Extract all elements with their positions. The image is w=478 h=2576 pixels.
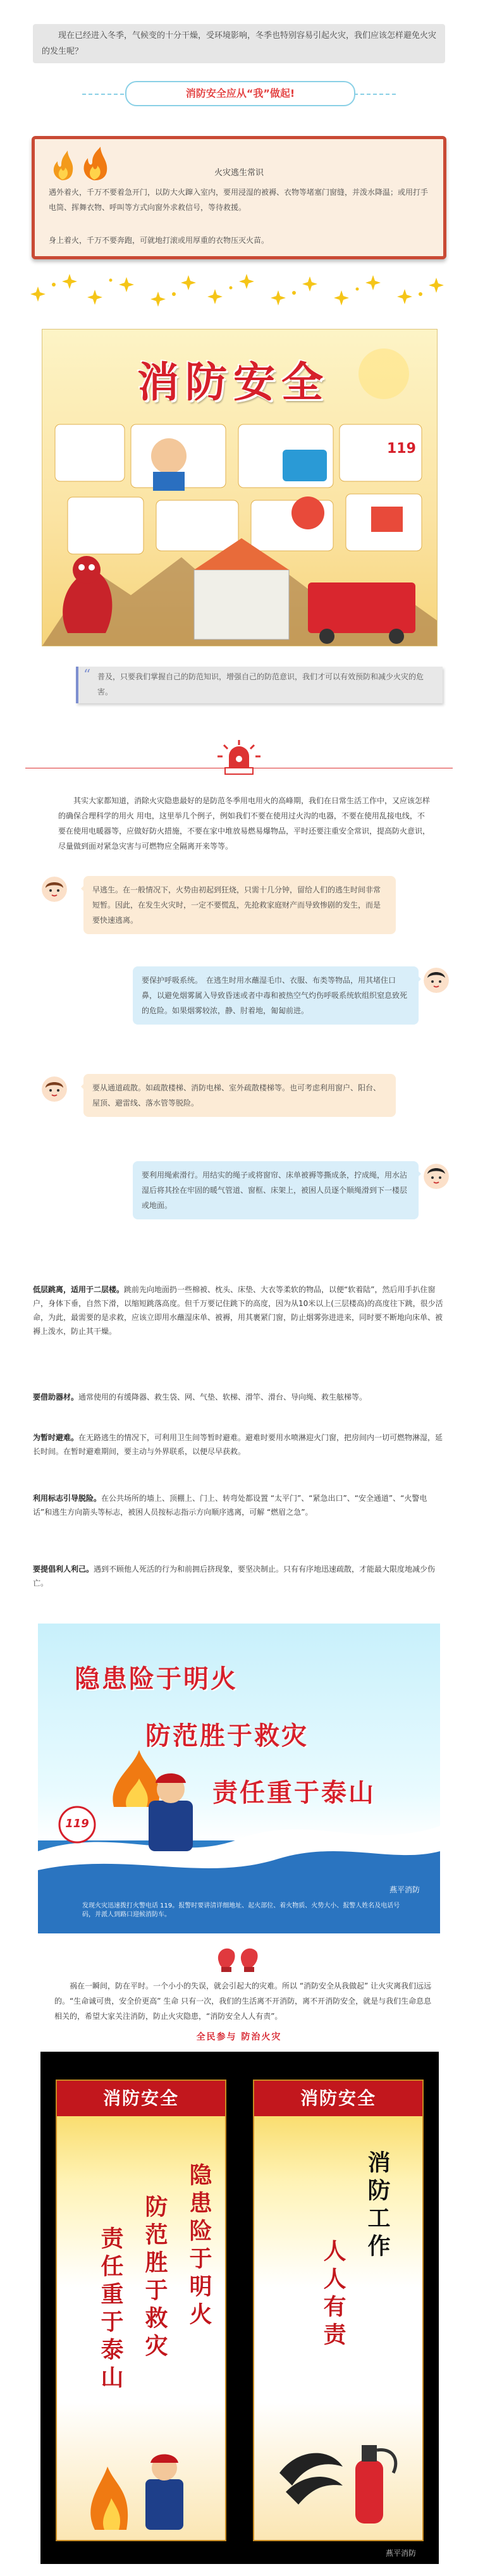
chat-bubble-2 — [133, 966, 419, 1025]
section-banner — [0, 75, 478, 113]
quote-text: 普及，只要我们掌握自己的防范知识，增强自己的防范意识，我们才可以有效预防和减少火灾的危害。 — [97, 672, 424, 696]
poster3-right-head: 消防安全 — [254, 2081, 422, 2116]
chat-text-4: 要利用绳索滑行。用结实的绳子或将窗帘、床单被褥等撕成条，拧成绳，用水沾湿后将其拴在牢固的暖气管道、窗框、床架上，被困人员逐个顺绳滑到下一楼层或地面。 — [142, 1171, 408, 1210]
rule-head-1: 低层跳离，适用于二层楼。 — [33, 1285, 125, 1294]
quote-mark-icon: “ — [83, 667, 91, 683]
chat-bubble-1 — [83, 876, 396, 934]
poster3-right-col-1: 消防工作 — [364, 2150, 391, 2262]
poster2-slogan-3: 责任重于泰山 — [212, 1778, 376, 1808]
stars-decoration — [25, 269, 453, 313]
flame-icons — [46, 145, 122, 183]
closing-subtitle: 全民参与 防治火灾 — [196, 2032, 282, 2042]
fire-extinguisher-icon — [267, 2422, 412, 2530]
poster3-left-illustration — [70, 2435, 215, 2536]
rule-body-4: 在公共场所的墙上、顶棚上、门上、转弯处都设置 “太平门”、“紧急出口”、“安全通道”、“火警电话”和逃生方向箭头等标志，被困人员按标志指示方向顺序逃离，可解 “燃眉之急”。 — [33, 1494, 427, 1517]
poster3-right-col-2: 人人有责 — [320, 2239, 346, 2350]
fire-safety-poster-1 — [42, 329, 438, 646]
fire-safety-poster-3 — [40, 2052, 439, 2564]
card-title: 火灾逃生常识 — [214, 168, 264, 178]
poster3-left-col-2: 防范胜于救灾 — [142, 2195, 168, 2362]
banner-label: 消防安全应从“我”做起! — [125, 81, 355, 106]
rule-paragraph-2 — [33, 1390, 445, 1404]
chat-text-2: 要保护呼吸系统。 在逃生时用水蘸湿毛巾、衣服、布类等物品，用其堵住口鼻，以避免烟雾属入导致昏迷或者中毒和被热空气灼伤呼吸系统软组织窒息致死的危险。如果烟雾较浓，静、肘着地，匍匐前进。 — [142, 976, 408, 1015]
chat-bubble-3 — [83, 1074, 396, 1117]
chat-text-1: 早逃生。在一般情况下，火势由初起到狂烧，只需十几分钟，留给人们的逃生时间非常短暂。因此，在发生火灾时，一定不要慌乱，先抢救家庭财产而导致惨剧的发生，而是要快速逃离。 — [92, 885, 381, 925]
rule-paragraph-1 — [33, 1283, 445, 1338]
avatar-girl-icon — [42, 1076, 67, 1102]
poster1-title: 消防安全 — [137, 357, 329, 407]
fire-safety-poster-2 — [38, 1624, 440, 1933]
alarm-bell-icon — [214, 737, 264, 782]
rule-body-5: 遇到不顾他人死活的行为和前拥后挤现象，要坚决制止。只有有序地迅速疏散，才能最大限度地减少伤亡。 — [33, 1565, 436, 1587]
rule-body-1: 跳前先向地面扔一些棉被、枕头、床垫、大衣等柔软的物品，以便“软着陆”，然后用手扒住窗户，身体下垂，自然下滑，以缩短跳落高度。但千万要记住跳下的高度，因为从10米以上(三层楼高)的高度往下跳，很少活命，为此，最需要的是求救，应该立即用水蘸湿床单、被褥，用其裹紧门窗，防止烟雾弥进进来，同时要不断地向床单、被褥上泼水，防止其干燥。 — [33, 1285, 443, 1336]
poster2-119-badge: 119 — [65, 1817, 89, 1830]
avatar-boy-icon — [424, 968, 449, 993]
card-paragraph-1: 遇外着火，千万不要着急开门，以防大火蹿入室内，要用浸湿的被褥、衣物等堵塞门窗缝，并泼水降温；或用打手电筒、挥舞衣物、呼叫等方式向窗外求救信号，等待救援。 — [49, 188, 429, 212]
rule-paragraph-4 — [33, 1491, 445, 1519]
flame-icon — [46, 145, 122, 183]
intro-text: 现在已经进入冬季，气候变的十分干燥，受环境影响，冬季也特别容易引起火灾，我们应该怎样避免火灾的发生呢？ — [42, 31, 437, 56]
rule-body-2: 通常使用的有缓降器、救生袋、网、气垫、软梯、滑竿、滑台、导向绳、救生舷梯等。 — [78, 1393, 367, 1402]
poster3-left-panel — [56, 2080, 226, 2541]
card-paragraph-2: 身上着火，千万不要奔跑，可就地打滚或用厚重的衣物压灭火苗。 — [49, 236, 269, 245]
quote-box — [76, 667, 443, 703]
closing-paragraph: 祸在一瞬间，防在平时。一个小小的失误，就会引起大的灾难。所以 “消防安全从我做起” 让火灾离我们远远的。“生命诚可贵，安全价更高” 生命 只有一次，我们的生活离不开消防，离不开消防安全，就是与我们生命息息相关的，希望大家关注消防，防止火灾隐患，“消防安全人人有责”。 — [54, 1981, 432, 2021]
star-icon — [25, 269, 453, 313]
rule-body-3: 在无路逃生的情况下，可利用卫生间等暂时避难。避难时要用水喷淋迎火门窗，把房间内一切可燃物淋湿，延长时间。在暂时避难期间，要主动与外界联系，以便尽早获救。 — [33, 1433, 443, 1456]
avatar-boy-icon — [424, 1164, 449, 1189]
poster2-slogan-1: 隐患险于明火 — [75, 1665, 238, 1694]
svg-text:119: 119 — [387, 441, 416, 457]
intro-text-box — [33, 24, 445, 63]
poster3-left-head: 消防安全 — [57, 2081, 225, 2116]
poster3-left-col-3: 责任重于泰山 — [97, 2226, 124, 2393]
fire-escape-info-card — [32, 136, 446, 259]
chat-bubble-4 — [133, 1161, 419, 1219]
poster2-footer: 发现火灾迅速拨打火警电话 119。报警时要讲清详细地址、起火部位、着火物质、火势大小、报警人姓名及电话号码，并派人到路口迎候消防车。 — [82, 1902, 400, 1918]
avatar-girl-icon — [42, 877, 67, 902]
article-paragraph: 其实大家都知道，消除火灾隐患最好的是防范冬季用电用火的高峰期，我们在日常生活工作中，又应该怎样的确保合理科学的用火 用电，这里举几个例子，例如我们不要在使用过火沟的电器，不要在使用乱接电线，不要在使用电暖器等，应做好防火措施，不要在家中堆放易燃易爆物品，平时还要注重安全常识，提高防火意识，尽量做到面对紧急灾害与可燃物应全隔离开来等等。 — [58, 796, 431, 851]
rule-paragraph-5 — [33, 1562, 445, 1590]
poster3-watermark: 燕平消防 — [386, 2549, 417, 2558]
boxing-glove-icon — [212, 1943, 263, 1975]
poster3-right-panel — [253, 2080, 424, 2541]
rule-head-5: 要提倡利人利己。 — [33, 1565, 94, 1574]
rule-paragraph-3 — [33, 1431, 445, 1458]
poster2-slogan-2: 防范胜于救灾 — [145, 1722, 309, 1751]
poster3-left-col-1: 隐患险于明火 — [186, 2163, 212, 2330]
chat-text-3: 要从通道疏散。如疏散楼梯、消防电梯、室外疏散楼梯等。也可考虑利用窗户、阳台、屋顶、避雷线、落水管等脱险。 — [92, 1083, 381, 1107]
poster2-watermark: 燕平消防 — [389, 1885, 420, 1894]
rule-head-4: 利用标志引导脱险。 — [33, 1494, 102, 1503]
rule-head-2: 要借助器材。 — [33, 1393, 79, 1402]
rule-head-3: 为暂时避难。 — [33, 1433, 79, 1442]
